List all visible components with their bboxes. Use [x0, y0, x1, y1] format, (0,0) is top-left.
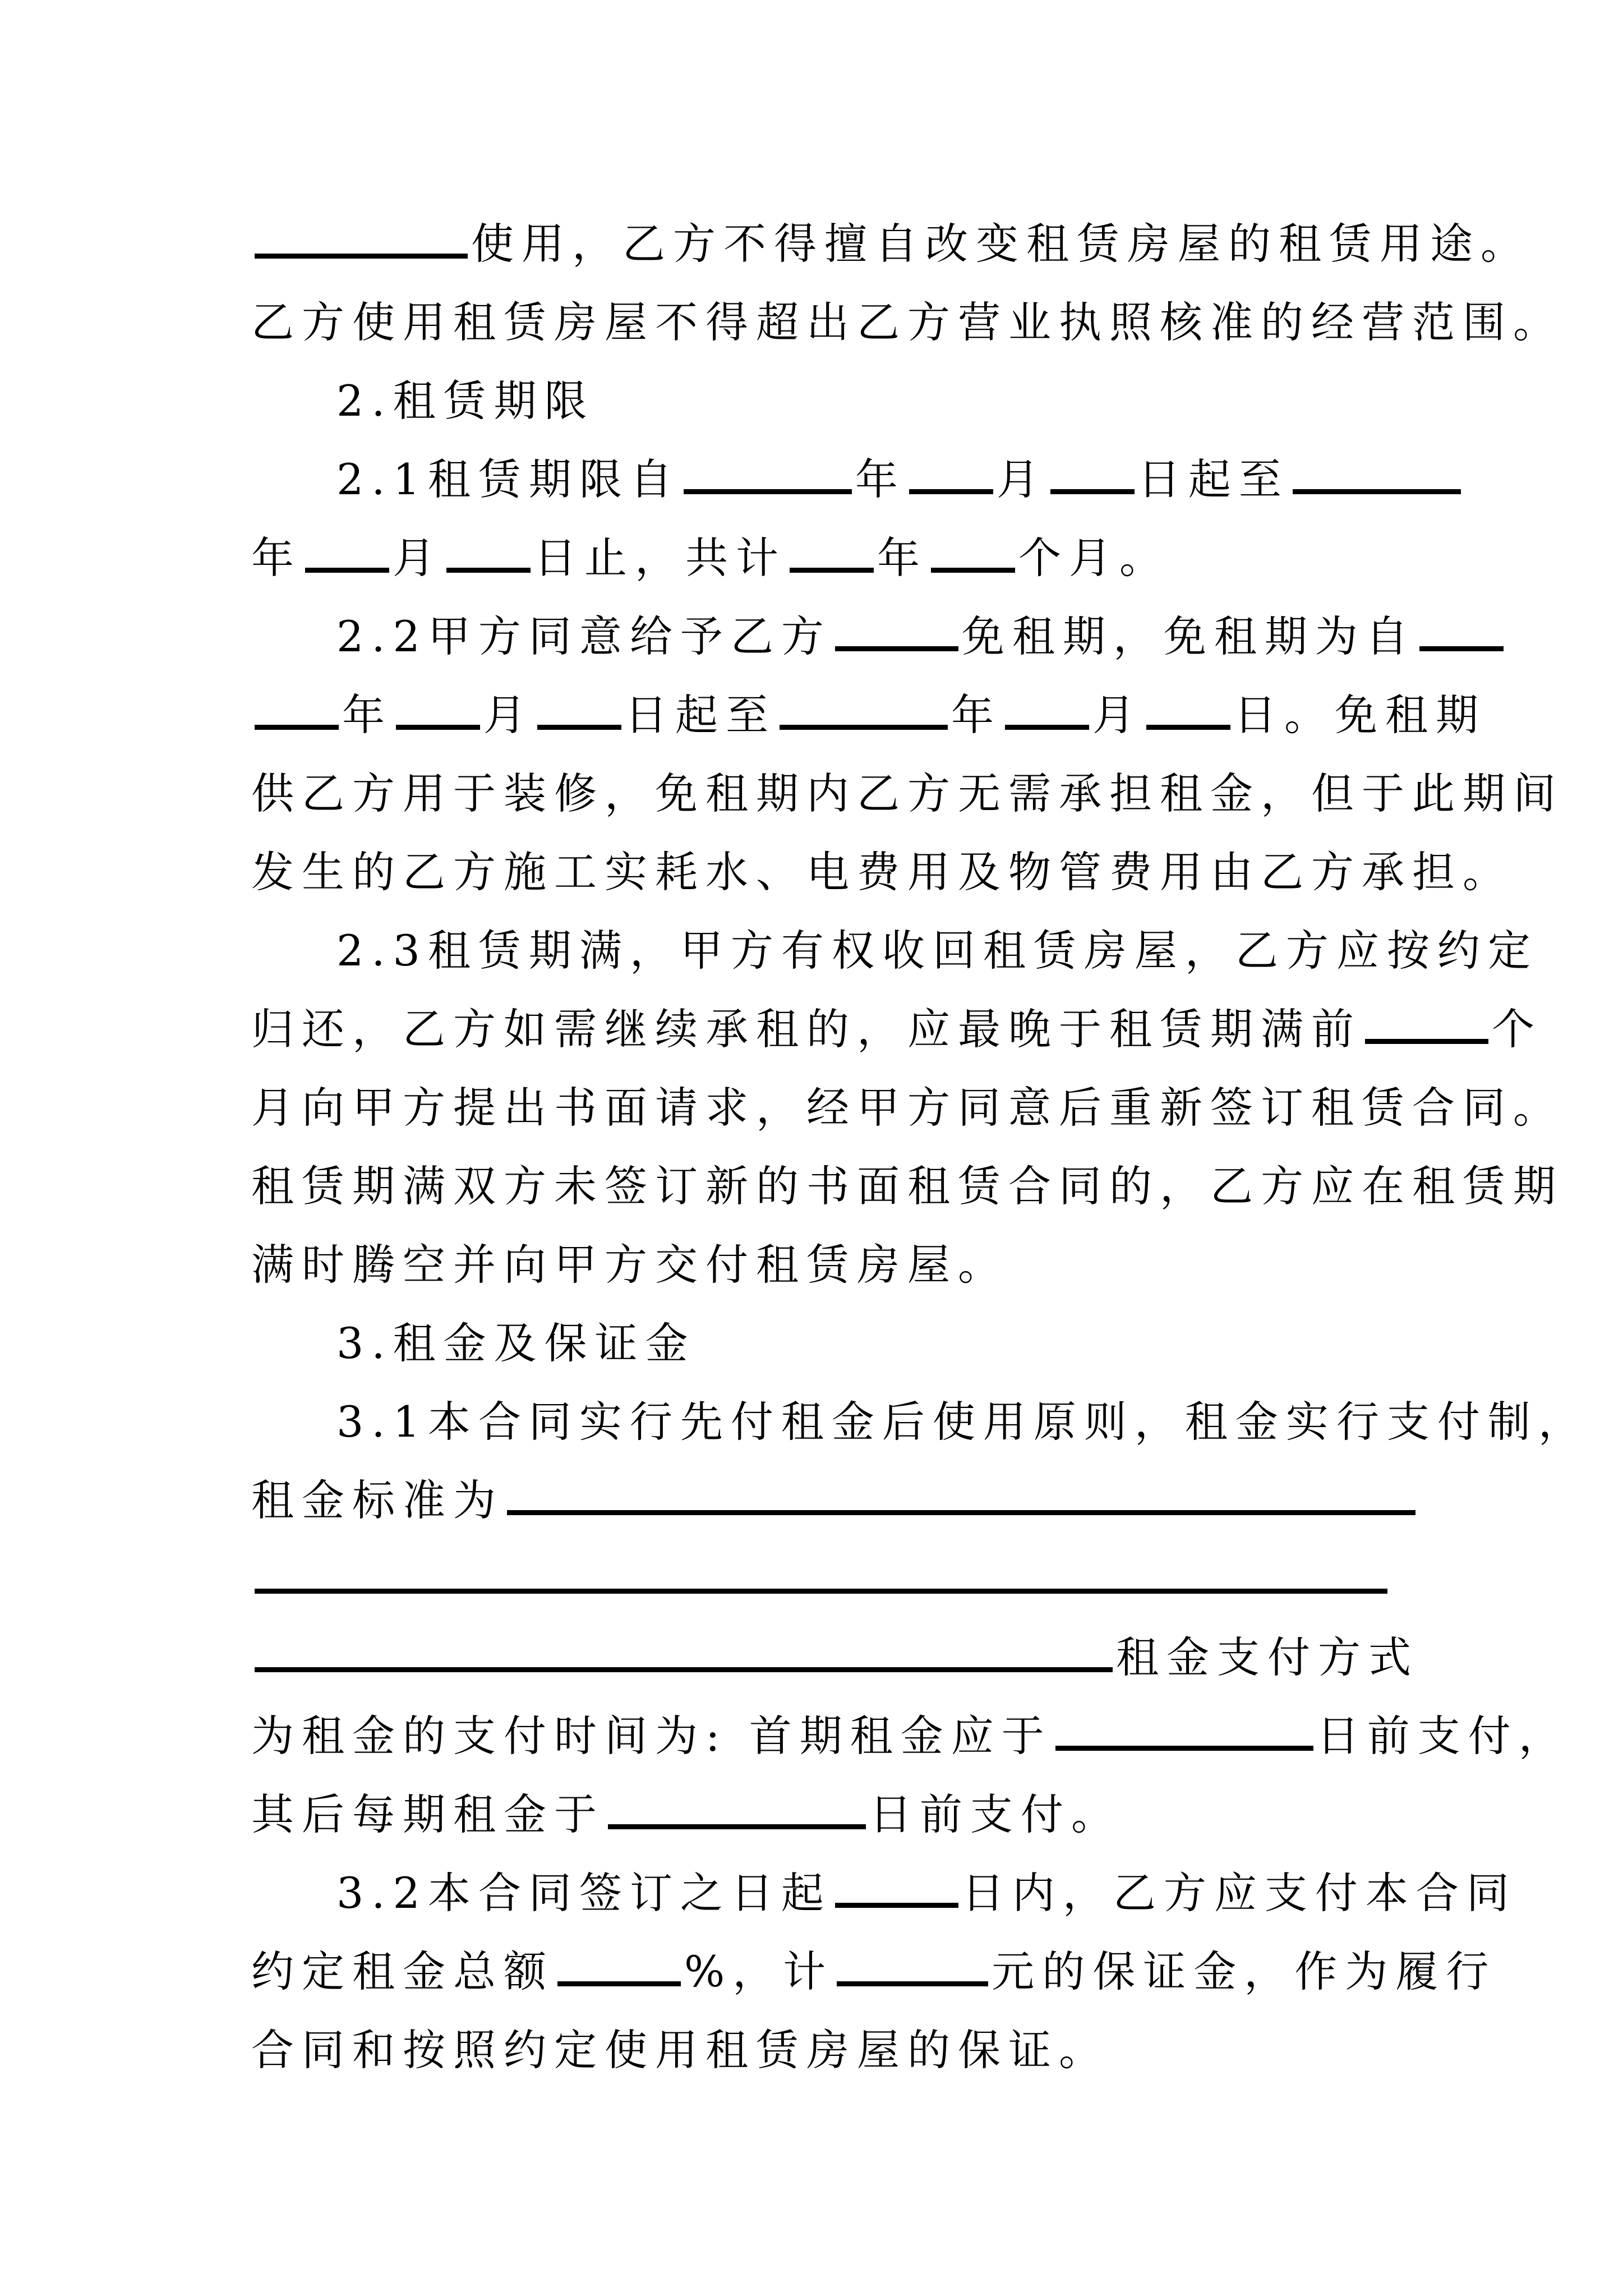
text-segment: 3.租金及保证金	[336, 1318, 696, 1368]
blank-field	[396, 685, 480, 730]
blank-field	[909, 450, 993, 494]
text-segment: 租金支付方式	[1116, 1632, 1419, 1682]
text-segment: 为租金的支付时间为: 首期租金应于	[251, 1711, 1052, 1761]
text-line	[336, 595, 1416, 679]
blank-field	[1050, 450, 1135, 494]
text-segment: 使用，乙方不得擅自改变租赁房屋的租赁用途。	[471, 219, 1531, 269]
text-segment: 日前支付，	[1316, 1711, 1569, 1761]
blank-field	[507, 1471, 1415, 1515]
text-segment: 3.1本合同实行先付租金后使用原则，租金实行支付制，	[336, 1397, 1589, 1447]
text-segment: 年	[877, 533, 928, 583]
text-segment: 月向甲方提出书面请求，经甲方同意后重新签订租赁合同。	[251, 1083, 1564, 1133]
blank-field	[608, 1785, 866, 1829]
text-line	[251, 1694, 1569, 1778]
blank-field	[1055, 1706, 1313, 1751]
text-segment: 年	[951, 690, 1002, 740]
text-segment: 元的保证金，作为履行	[992, 1947, 1497, 1996]
text-segment: 发生的乙方施工实耗水、电费用及物管费用由乙方承担。	[251, 847, 1513, 897]
blank-field	[1293, 450, 1461, 494]
blank-field	[684, 450, 852, 494]
blank-field	[446, 528, 531, 573]
text-segment: 日起至	[1137, 454, 1289, 504]
text-line	[336, 1851, 1517, 1935]
text-segment: 约定租金总额	[251, 1947, 554, 1996]
text-line	[336, 438, 1390, 522]
text-segment: 其后每期租金于	[251, 1789, 605, 1839]
blank-field	[1005, 685, 1089, 730]
text-line	[336, 909, 1538, 993]
blank-field	[255, 214, 468, 259]
text-line	[251, 516, 1390, 600]
text-line	[251, 1930, 1497, 2014]
text-line	[251, 1223, 1390, 1307]
text-segment: 供乙方用于装修，免租期内乙方无需承担租金，但于此期间	[251, 769, 1564, 818]
text-line	[251, 673, 1486, 757]
text-segment: 日起至	[625, 690, 776, 740]
text-line	[251, 2008, 1390, 2092]
text-line	[251, 1616, 1419, 1700]
text-line	[336, 1380, 1589, 1464]
text-segment: 租赁期满双方未签订新的书面租赁合同的，乙方应在租赁期	[251, 1161, 1564, 1211]
blank-field	[255, 685, 339, 730]
blank-field	[305, 528, 389, 573]
text-line	[251, 1537, 1390, 1621]
blank-field	[931, 528, 1015, 573]
text-segment: 归还，乙方如需继续承租的，应最晚于租赁期满前	[251, 1004, 1362, 1054]
text-segment: 日前支付。	[869, 1789, 1122, 1839]
blank-field	[780, 685, 948, 730]
blank-field	[557, 1942, 681, 1986]
text-segment: 月	[393, 533, 443, 583]
text-segment: 3.2本合同签订之日起	[336, 1868, 832, 1918]
text-segment: 年	[342, 690, 393, 740]
text-segment: 个月。	[1018, 533, 1170, 583]
text-segment: 乙方使用租赁房屋不得超出乙方营业执照核准的经营范围。	[251, 297, 1564, 347]
text-segment: 日。免租期	[1234, 690, 1486, 740]
text-line	[251, 280, 1564, 365]
blank-field	[1146, 685, 1230, 730]
text-segment: 月	[483, 690, 534, 740]
section-heading	[336, 359, 1390, 443]
text-segment: %，计	[684, 1947, 834, 1996]
text-segment: 租金标准为	[251, 1475, 504, 1525]
blank-field	[1419, 607, 1504, 651]
blank-field	[1365, 1000, 1488, 1044]
blank-field	[837, 1942, 988, 1986]
text-segment: 合同和按照约定使用租赁房屋的保证。	[251, 2025, 1109, 2075]
text-line	[251, 752, 1564, 836]
text-segment: 月	[1092, 690, 1143, 740]
text-line	[251, 202, 1531, 286]
text-segment: 日内，乙方应支付本合同	[961, 1868, 1517, 1918]
text-segment: 2.1租赁期限自	[336, 454, 680, 504]
text-segment: 免租期，免租期为自	[961, 611, 1416, 661]
text-segment: 日止，共计	[534, 533, 786, 583]
text-line	[251, 1144, 1564, 1228]
text-segment: 2.2甲方同意给予乙方	[336, 611, 832, 661]
blank-field	[835, 607, 958, 651]
blank-field	[255, 1628, 1113, 1672]
text-segment: 2.3租赁期满，甲方有权收回租赁房屋，乙方应按约定	[336, 926, 1538, 976]
text-segment: 年	[251, 533, 302, 583]
blank-field	[835, 1864, 958, 1908]
blank-field	[255, 1549, 1387, 1594]
text-line	[251, 1458, 1390, 1543]
text-line	[251, 1773, 1390, 1857]
text-line	[251, 987, 1542, 1071]
text-line	[251, 1066, 1564, 1150]
text-segment: 年	[855, 454, 906, 504]
blank-field	[537, 685, 621, 730]
section-heading	[336, 1301, 1390, 1386]
text-line	[251, 830, 1513, 914]
text-segment: 满时腾空并向甲方交付租赁房屋。	[251, 1240, 1008, 1290]
text-segment: 2.租赁期限	[336, 376, 595, 426]
blank-field	[790, 528, 874, 573]
text-segment: 月	[996, 454, 1047, 504]
text-segment: 个	[1492, 1004, 1542, 1054]
